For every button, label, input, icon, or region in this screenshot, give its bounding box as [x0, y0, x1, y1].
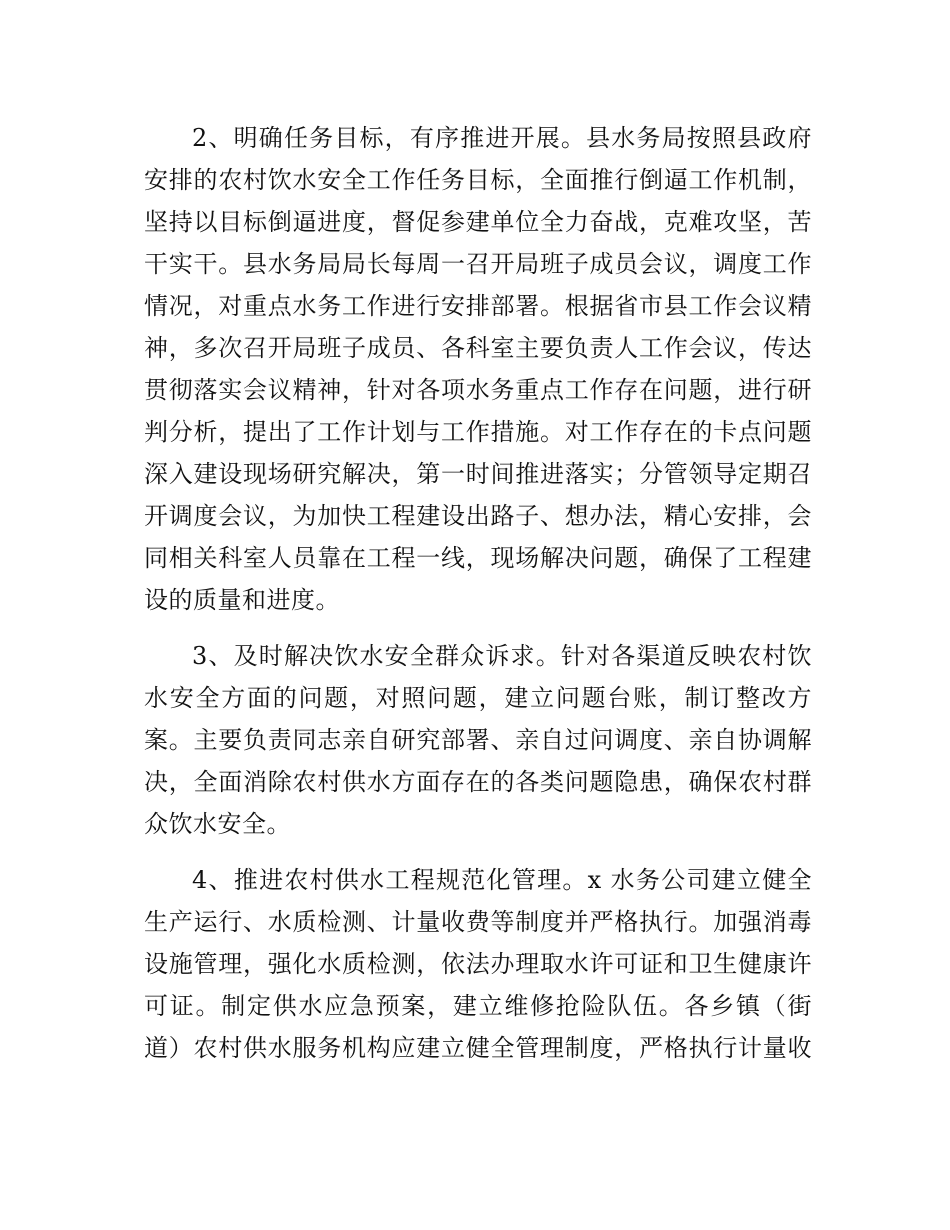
paragraph-1-line-11: 同相关科室人员靠在工程一线，现场解决问题，确保了工程建	[144, 544, 812, 572]
paragraph-1-line-9: 深入建设现场研究解决，第一时间推进落实；分管领导定期召	[144, 460, 812, 488]
paragraph-2-line-5: 众饮水安全。	[144, 810, 291, 838]
paragraph-1-line-12: 设的质量和进度。	[144, 586, 340, 614]
paragraph-1-line-10: 开调度会议，为加快工程建设出路子、想办法，精心安排，会	[144, 502, 812, 530]
paragraph-3-line-4: 可证。制定供水应急预案，建立维修抢险队伍。各乡镇（街	[144, 992, 812, 1020]
paragraph-1-line-2: 安排的农村饮水安全工作任务目标，全面推行倒逼工作机制，	[144, 166, 812, 194]
paragraph-1-line-7: 贯彻落实会议精神，针对各项水务重点工作存在问题，进行研	[144, 376, 812, 404]
paragraph-2-line-4: 决，全面消除农村供水方面存在的各类问题隐患，确保农村群	[144, 768, 812, 796]
paragraph-3-line-5: 道）农村供水服务机构应建立健全管理制度，严格执行计量收	[144, 1034, 812, 1062]
paragraph-3-line-3: 设施管理，强化水质检测，依法办理取水许可证和卫生健康许	[144, 950, 812, 978]
paragraph-2-line-1: 3、及时解决饮水安全群众诉求。针对各渠道反映农村饮	[192, 642, 812, 670]
paragraph-2-line-2: 水安全方面的问题，对照问题，建立问题台账，制订整改方	[144, 684, 812, 712]
paragraph-1-line-4: 干实干。县水务局局长每周一召开局班子成员会议，调度工作	[144, 250, 812, 278]
paragraph-1-line-6: 神，多次召开局班子成员、各科室主要负责人工作会议，传达	[144, 334, 812, 362]
paragraph-1-line-8: 判分析，提出了工作计划与工作措施。对工作存在的卡点问题	[144, 418, 812, 446]
paragraph-1-line-5: 情况，对重点水务工作进行安排部署。根据省市县工作会议精	[144, 292, 812, 320]
paragraph-1-line-3: 坚持以目标倒逼进度，督促参建单位全力奋战，克难攻坚，苦	[144, 208, 812, 236]
paragraph-2-line-3: 案。主要负责同志亲自研究部署、亲自过问调度、亲自协调解	[144, 726, 812, 754]
paragraph-3-line-2: 生产运行、水质检测、计量收费等制度并严格执行。加强消毒	[144, 908, 812, 936]
paragraph-1-line-1: 2、明确任务目标，有序推进开展。县水务局按照县政府	[192, 124, 812, 152]
paragraph-3-line-1: 4、推进农村供水工程规范化管理。x 水务公司建立健全	[192, 866, 812, 894]
